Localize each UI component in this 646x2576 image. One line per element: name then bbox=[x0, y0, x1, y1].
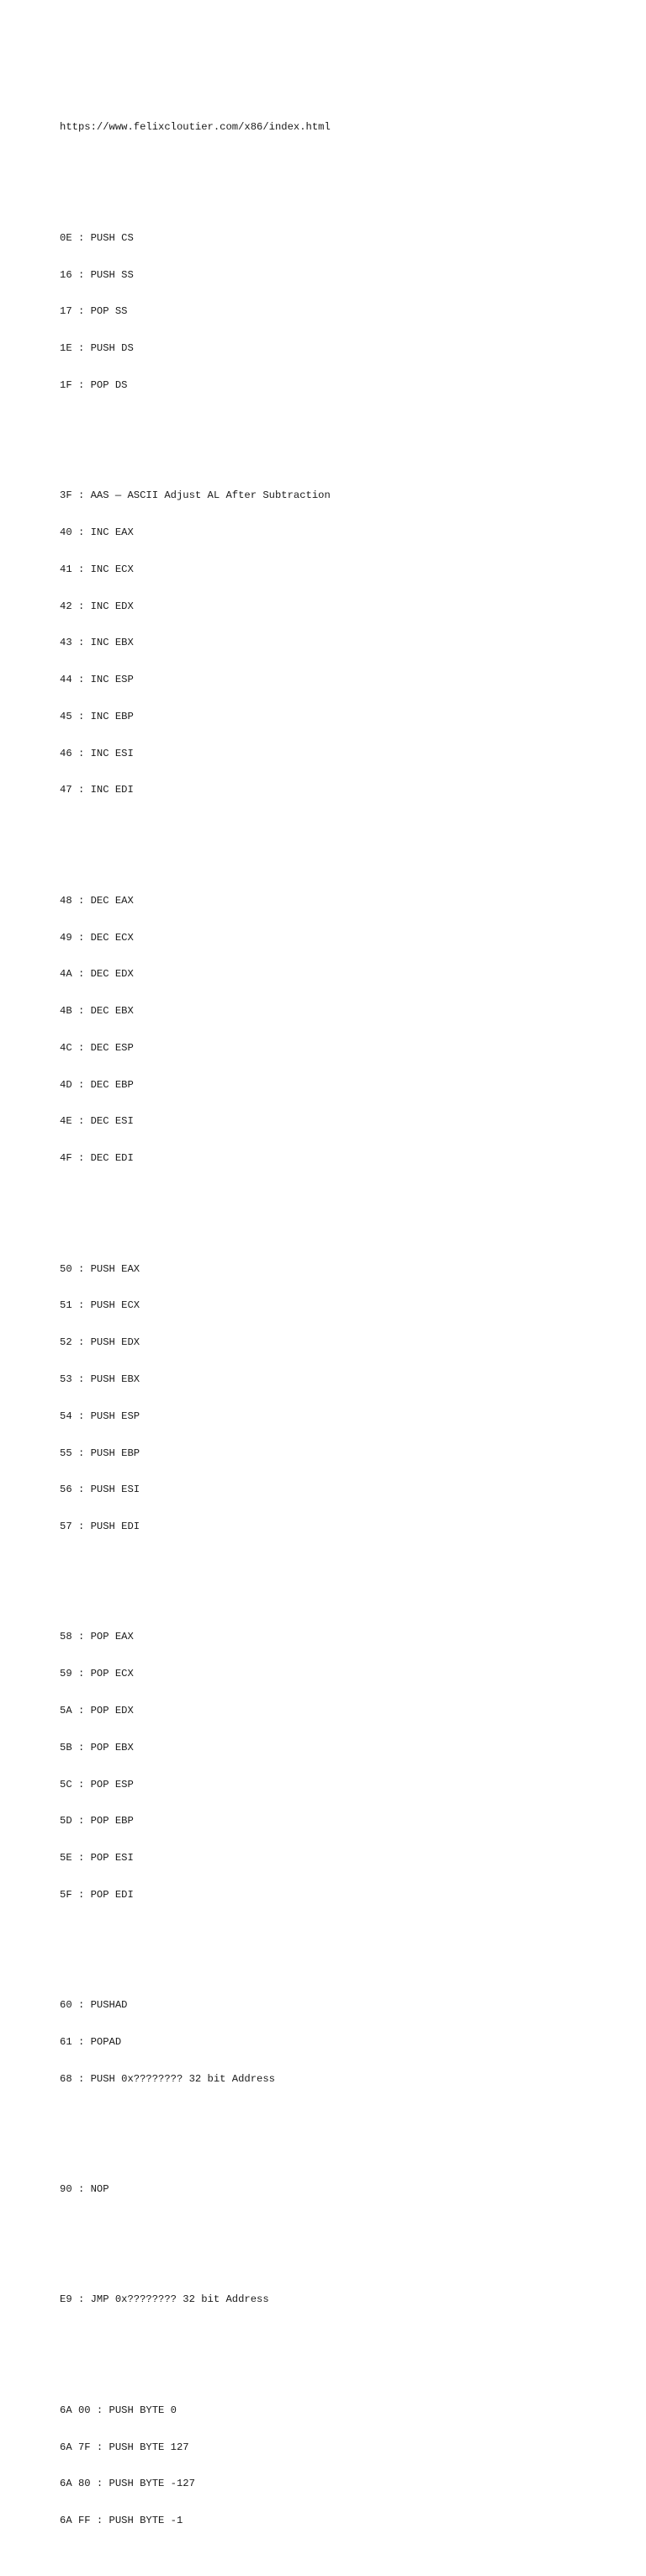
opcode-group bbox=[60, 870, 615, 1189]
opcode-line: 5F : POP EDI bbox=[60, 1888, 134, 1901]
opcode-line: 45 : INC EBP bbox=[60, 710, 134, 722]
opcode-line: 42 : INC EDX bbox=[60, 600, 134, 612]
opcode-line: 51 : PUSH ECX bbox=[60, 1299, 140, 1312]
opcode-line: 44 : INC ESP bbox=[60, 674, 134, 686]
opcode-line: 4D : DEC EBP bbox=[60, 1078, 134, 1091]
opcode-line: 1E : PUSH DS bbox=[60, 342, 134, 355]
document-body bbox=[60, 72, 615, 2576]
opcode-group bbox=[60, 1975, 615, 2110]
opcode-line: 58 : POP EAX bbox=[60, 1631, 134, 1643]
opcode-line: 49 : DEC ECX bbox=[60, 931, 134, 944]
opcode-line: 68 : PUSH 0x???????? 32 bit Address bbox=[60, 2072, 275, 2085]
opcode-group bbox=[60, 1606, 615, 1925]
opcode-group bbox=[60, 2380, 615, 2552]
opcode-line: 52 : PUSH EDX bbox=[60, 1336, 140, 1349]
opcode-line: 46 : INC ESI bbox=[60, 747, 134, 759]
opcode-line: 6A 00 : PUSH BYTE 0 bbox=[60, 2404, 177, 2416]
opcode-line: 41 : INC ECX bbox=[60, 563, 134, 575]
opcode-line: 50 : PUSH EAX bbox=[60, 1262, 140, 1275]
opcode-line: 43 : INC EBX bbox=[60, 637, 134, 649]
opcode-line: 6A FF : PUSH BYTE -1 bbox=[60, 2515, 183, 2527]
opcode-line: 1F : POP DS bbox=[60, 378, 128, 391]
opcode-line: 0E : PUSH CS bbox=[60, 231, 134, 244]
opcode-line: 47 : INC EDI bbox=[60, 784, 134, 796]
opcode-group bbox=[60, 208, 615, 416]
opcode-line: 40 : INC EAX bbox=[60, 526, 134, 538]
opcode-line: 4A : DEC EDX bbox=[60, 968, 134, 981]
opcode-line: 90 : NOP bbox=[60, 2183, 109, 2196]
opcode-line: E9 : JMP 0x???????? 32 bit Address bbox=[60, 2293, 269, 2306]
opcode-line: 53 : PUSH EBX bbox=[60, 1373, 140, 1385]
opcode-line: 17 : POP SS bbox=[60, 305, 128, 318]
reference-url: https://www.felixcloutier.com/x86/index.html bbox=[60, 121, 331, 134]
opcode-line: 4E : DEC ESI bbox=[60, 1115, 134, 1128]
opcode-line: 57 : PUSH EDI bbox=[60, 1521, 140, 1533]
opcode-group bbox=[60, 465, 615, 821]
opcode-line: 59 : POP ECX bbox=[60, 1668, 134, 1680]
opcode-line: 3F : AAS — ASCII Adjust AL After Subtraction bbox=[60, 489, 331, 502]
opcode-group bbox=[60, 2269, 615, 2330]
opcode-line: 5E : POP ESI bbox=[60, 1852, 134, 1865]
opcode-line: 4C : DEC ESP bbox=[60, 1041, 134, 1054]
opcode-line: 4B : DEC EBX bbox=[60, 1005, 134, 1018]
opcode-line: 54 : PUSH ESP bbox=[60, 1410, 140, 1422]
opcode-line: 5A : POP EDX bbox=[60, 1704, 134, 1716]
opcode-line: 56 : PUSH ESI bbox=[60, 1484, 140, 1496]
opcode-line: 61 : POPAD bbox=[60, 2036, 122, 2048]
opcode-line: 16 : PUSH SS bbox=[60, 268, 134, 281]
opcode-line: 60 : PUSHAD bbox=[60, 1999, 128, 2012]
opcode-group bbox=[60, 2159, 615, 2220]
opcode-line: 5D : POP EBP bbox=[60, 1815, 134, 1828]
opcode-line: 6A 80 : PUSH BYTE -127 bbox=[60, 2478, 195, 2490]
opcode-line: 4F : DEC EDI bbox=[60, 1152, 134, 1165]
opcode-line: 5B : POP EBX bbox=[60, 1741, 134, 1753]
url-block bbox=[60, 97, 615, 158]
opcode-group bbox=[60, 1238, 615, 1557]
opcode-line: 5C : POP ESP bbox=[60, 1778, 134, 1791]
opcode-line: 6A 7F : PUSH BYTE 127 bbox=[60, 2441, 189, 2453]
opcode-line: 55 : PUSH EBP bbox=[60, 1447, 140, 1459]
opcode-line: 48 : DEC EAX bbox=[60, 894, 134, 907]
